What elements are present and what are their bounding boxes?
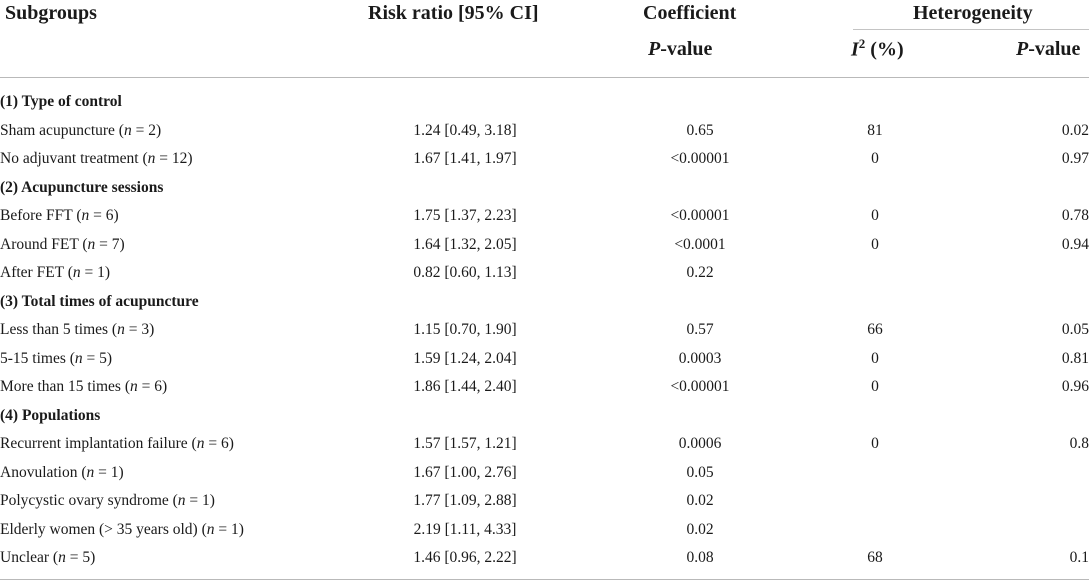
- subgroup-cell: Less than 5 times (n = 3): [0, 321, 155, 339]
- p-value-cell: 0.0003: [678, 349, 722, 367]
- table-row: [0, 117, 1089, 146]
- heterogeneity-p-cell: 0.1: [1069, 549, 1089, 567]
- header-heterogeneity: Heterogeneity: [913, 2, 1033, 24]
- table-row: [0, 231, 1089, 260]
- header-subgroups: Subgroups: [5, 2, 97, 24]
- p-value-cell: <0.00001: [670, 378, 730, 396]
- p-value-cell: 0.57: [686, 321, 714, 339]
- table-row: [0, 316, 1089, 345]
- i-squared-cell: [830, 459, 920, 488]
- p-value-cell: 0.0006: [678, 435, 722, 453]
- p-value-cell: 0.02: [686, 492, 714, 510]
- subgroup-cell: Unclear (n = 5): [0, 549, 96, 567]
- risk-ratio-cell: 1.75 [1.37, 2.23]: [413, 207, 517, 225]
- heterogeneity-p-cell: 0.81: [1061, 349, 1089, 367]
- subgroup-cell: Sham acupuncture (n = 2): [0, 121, 162, 139]
- subgroup-cell: Polycystic ovary syndrome (n = 1): [0, 492, 215, 510]
- table-row: [0, 145, 1089, 174]
- i-squared-cell: 68: [867, 549, 883, 567]
- risk-ratio-cell: 1.67 [1.41, 1.97]: [413, 150, 517, 168]
- header-heterogeneity-p-value: P-value: [1016, 38, 1081, 60]
- table-row: [0, 487, 1089, 516]
- subgroup-cell: Elderly women (> 35 years old) (n = 1): [0, 520, 244, 538]
- section-row: [0, 174, 1089, 203]
- risk-ratio-cell: 1.15 [0.70, 1.90]: [413, 321, 517, 339]
- p-value-cell: 0.08: [686, 549, 714, 567]
- table-row: [0, 516, 1089, 545]
- heterogeneity-p-cell: 0.94: [1061, 235, 1089, 253]
- subgroup-cell: Around FET (n = 7): [0, 235, 125, 253]
- subgroup-cell: 5-15 times (n = 5): [0, 349, 113, 367]
- risk-ratio-cell: 1.64 [1.32, 2.05]: [413, 235, 517, 253]
- risk-ratio-cell: 1.67 [1.00, 2.76]: [413, 463, 517, 481]
- i-squared-cell: 0: [871, 349, 879, 367]
- table-row: [0, 259, 1089, 288]
- risk-ratio-cell: 1.77 [1.09, 2.88]: [413, 492, 517, 510]
- subgroup-cell: After FET (n = 1): [0, 264, 111, 282]
- i-squared-cell: [830, 259, 920, 288]
- heterogeneity-p-cell: 0.78: [1061, 207, 1089, 225]
- i-squared-cell: 0: [871, 207, 879, 225]
- header-divider: [0, 77, 1089, 78]
- header-coefficient: Coefficient: [643, 2, 737, 24]
- risk-ratio-cell: 0.82 [0.60, 1.13]: [413, 264, 517, 282]
- heterogeneity-p-cell: 0.05: [1061, 321, 1089, 339]
- i-squared-cell: 0: [871, 435, 879, 453]
- table-row: [0, 373, 1089, 402]
- heterogeneity-p-cell: 0.8: [1069, 435, 1089, 453]
- p-value-cell: 0.05: [686, 463, 714, 481]
- risk-ratio-cell: 2.19 [1.11, 4.33]: [413, 520, 517, 538]
- header-i-squared: $I^2$ (%): [851, 36, 904, 61]
- risk-ratio-cell: 1.86 [1.44, 2.40]: [413, 378, 517, 396]
- i-squared-cell: [830, 487, 920, 516]
- i-squared-cell: [830, 516, 920, 545]
- heterogeneity-underline: [853, 29, 1089, 30]
- subgroup-cell: More than 15 times (n = 6): [0, 378, 168, 396]
- i-squared-cell: 0: [871, 150, 879, 168]
- subgroup-cell: Recurrent implantation failure (n = 6): [0, 435, 234, 453]
- section-label: (1) Type of control: [0, 93, 122, 111]
- section-label: (2) Acupuncture sessions: [0, 178, 164, 196]
- table-row: [0, 430, 1089, 459]
- i-squared-cell: 0: [871, 235, 879, 253]
- p-value-cell: <0.00001: [670, 207, 730, 225]
- p-value-cell: 0.22: [686, 264, 714, 282]
- table-row: [0, 544, 1089, 573]
- risk-ratio-cell: 1.46 [0.96, 2.22]: [413, 549, 517, 567]
- p-value-cell: <0.0001: [674, 235, 726, 253]
- results-table: [0, 88, 1089, 573]
- section-row: [0, 402, 1089, 431]
- p-value-cell: 0.02: [686, 520, 714, 538]
- heterogeneity-p-cell: 0.96: [1061, 378, 1089, 396]
- heterogeneity-p-cell: [920, 259, 1089, 288]
- risk-ratio-cell: 1.59 [1.24, 2.04]: [413, 349, 517, 367]
- risk-ratio-cell: 1.24 [0.49, 3.18]: [413, 121, 517, 139]
- table-row: [0, 459, 1089, 488]
- section-row: [0, 288, 1089, 317]
- p-value-cell: <0.00001: [670, 150, 730, 168]
- i-squared-cell: 66: [867, 321, 883, 339]
- subgroup-cell: Before FFT (n = 6): [0, 207, 119, 225]
- header-coefficient-p-value: P-value: [648, 38, 713, 60]
- i-squared-cell: 0: [871, 378, 879, 396]
- p-value-cell: 0.65: [686, 121, 714, 139]
- subgroup-cell: Anovulation (n = 1): [0, 463, 124, 481]
- heterogeneity-p-cell: [920, 487, 1089, 516]
- subgroup-cell: No adjuvant treatment (n = 12): [0, 150, 193, 168]
- section-label: (3) Total times of acupuncture: [0, 292, 199, 310]
- heterogeneity-p-cell: [920, 459, 1089, 488]
- heterogeneity-p-cell: [920, 516, 1089, 545]
- i-squared-cell: 81: [867, 121, 883, 139]
- heterogeneity-p-cell: 0.97: [1061, 150, 1089, 168]
- table-row: [0, 202, 1089, 231]
- section-row: [0, 88, 1089, 117]
- table-row: [0, 345, 1089, 374]
- risk-ratio-cell: 1.57 [1.57, 1.21]: [413, 435, 517, 453]
- section-label: (4) Populations: [0, 406, 101, 424]
- header-risk-ratio: Risk ratio [95% CI]: [368, 2, 539, 24]
- heterogeneity-p-cell: 0.02: [1061, 121, 1089, 139]
- table-bottom-rule: [0, 579, 1089, 580]
